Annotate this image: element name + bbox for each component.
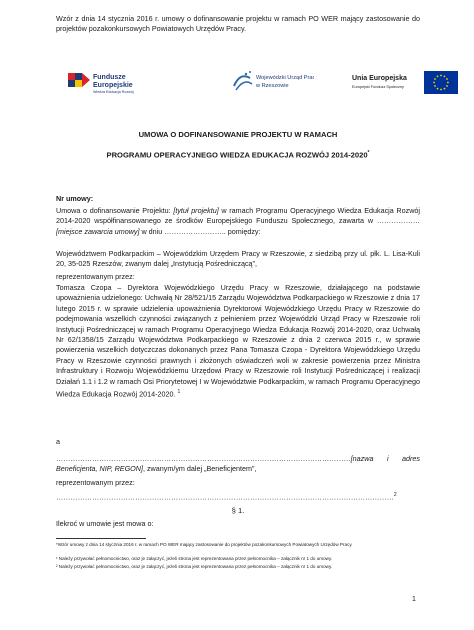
page-number: 1: [412, 596, 416, 603]
beneficiary-representative-blank: ……………………………………………………………………………………………………………………………$^2$: [56, 492, 397, 502]
beneficiary-represented-label: reprezentowanym przez:: [56, 478, 135, 487]
section-heading: § 1.: [231, 506, 245, 515]
svg-text:w Rzeszowie: w Rzeszowie: [256, 83, 289, 89]
fe-emblem-icon: [66, 68, 156, 98]
svg-text:Wojewódzki Urząd Pracy: Wojewódzki Urząd Pracy: [256, 75, 314, 81]
logo-bar: [56, 64, 420, 100]
contract-intro-paragraph: Umowa o dofinansowanie Projektu: [tytuł projektu] w ramach Programu Operacyjnego Wiedza Edukacja Rozwój 2014-2020 współfinansowanego ze środków Europejskiego Funduszu Społecznego, zawarta w ……………… [miejsce zawarcia umowy] w dniu …………………….. pomiędzy:: [56, 206, 420, 236]
and-connector: a: [56, 437, 60, 446]
representative-paragraph: Tomasza Czopa – Dyrektora Wojewódzkiego Urzędu Pracy w Rzeszowie, działającego na podstawie upoważnienia udzielonego: Uchwałą Nr 28/521/15 Zarządu Województwa Podkarpackiego w Rzeszowie z dnia 17 lutego 2015 r. w sprawie udzielenia upoważnienia Dyrektorowi Wojewódzkiego Urzędu Pracy w Rzeszowie do podejmowania wszelkich czynności związanych z pełnieniem przez Wojewódzki Urząd Pracy w Rzeszowie roli Instytucji Pośredniczącej w ramach Programu Operacyjnego Wiedza Edukacja Rozwój 2014-2020, oraz Uchwałą Nr 62/1358/15 Zarządu Województwa Podkarpackiego w Rzeszowie z dnia 2 czerwca 2015 r., w sprawie powierzenia wszelkich dotyczczas dokonanych przez Pana Tomasza Czopa - Dyrektora Wojewódzkiego Urzędu Pracy w Rzeszowie czynności prawnych i złożonych oświadczeń woli w zakresie powierzenia przez Ministra Infrastruktury i Rozwoju Wojewódzkiemu Urzędowi Pracy w Rzeszowie roli Instytucji Pośredniczącej i realizacji Działań 1.1 i 1.2 w ramach Osi Priorytetowej I w Województwie Podkarpackim, w ramach Programu Operacyjnego Wiedza Edukacja Rozwój 2014-2020. $^1$: [56, 283, 420, 399]
wup-swirl-icon: [232, 68, 314, 96]
svg-text:Fundusze: Fundusze: [93, 74, 126, 81]
footnote-3: ² Należy przywołać pełnomocnictwo, oraz je załączyć, jeżeli strona jest reprezentowana przez pełnomocnika – załącznik nr 1 do umowy.: [56, 564, 333, 569]
contract-number-label: Nr umowy:: [56, 194, 94, 203]
title-line-2: PROGRAMU OPERACYJNEGO WIEDZA EDUKACJA ROZWÓJ 2014-2020*: [106, 150, 370, 160]
eu-flag-icon: [424, 71, 458, 94]
svg-text:Europejski Fundusz Społeczny: Europejski Fundusz Społeczny: [352, 85, 404, 89]
footnote-divider: [56, 538, 146, 539]
svg-text:Europejskie: Europejskie: [93, 82, 133, 89]
represented-by-label: reprezentowanym przez:: [56, 272, 135, 281]
footnote-1: *Wzór umowy z dnia 14 stycznia 2016 r. w ramach PO WER mający zastosowanie do projektów pozakonkursowych Powiatowych Urzędów Pracy.: [56, 542, 353, 547]
title-line-1: UMOWA O DOFINANSOWANIE PROJEKTU W RAMACH: [138, 130, 338, 139]
institution-paragraph: Województwem Podkarpackim – Wojewódzkim Urzędem Pracy w Rzeszowie, z siedzibą przy ul. płk. L. Lisa-Kuli 20, 35-025 Rzeszów, zwanym dalej „Instytucją Pośredniczącą”,: [56, 249, 420, 269]
header-note: Wzór z dnia 14 stycznia 2016 r. umowy o dofinansowanie projektu w ramach PO WER mający zastosowanie do projektów pozakonkursowych Powiatowych Urzędów Pracy.: [56, 14, 420, 34]
fundusze-europejskie-logo: [66, 68, 156, 98]
unia-europejska-logo: [350, 68, 462, 98]
definitions-intro: Ilekroć w umowie jest mowa o:: [56, 519, 154, 528]
svg-text:Unia Europejska: Unia Europejska: [352, 75, 407, 82]
footnote-2: ¹ Należy przywołać pełnomocnictwo, oraz je załączyć, jeżeli strona jest reprezentowana przez pełnomocnika – załącznik nr 1 do umowy.: [56, 556, 333, 561]
beneficiary-paragraph: ……………………………………………………………………………………………………………[nazwa i adres Beneficjenta, NIP, REGON], zwanym/ym dalej „Beneficjentem”,: [56, 454, 420, 474]
wup-rzeszow-logo: [232, 68, 314, 96]
svg-text:Wiedza Edukacja Rozwój: Wiedza Edukacja Rozwój: [93, 90, 134, 94]
